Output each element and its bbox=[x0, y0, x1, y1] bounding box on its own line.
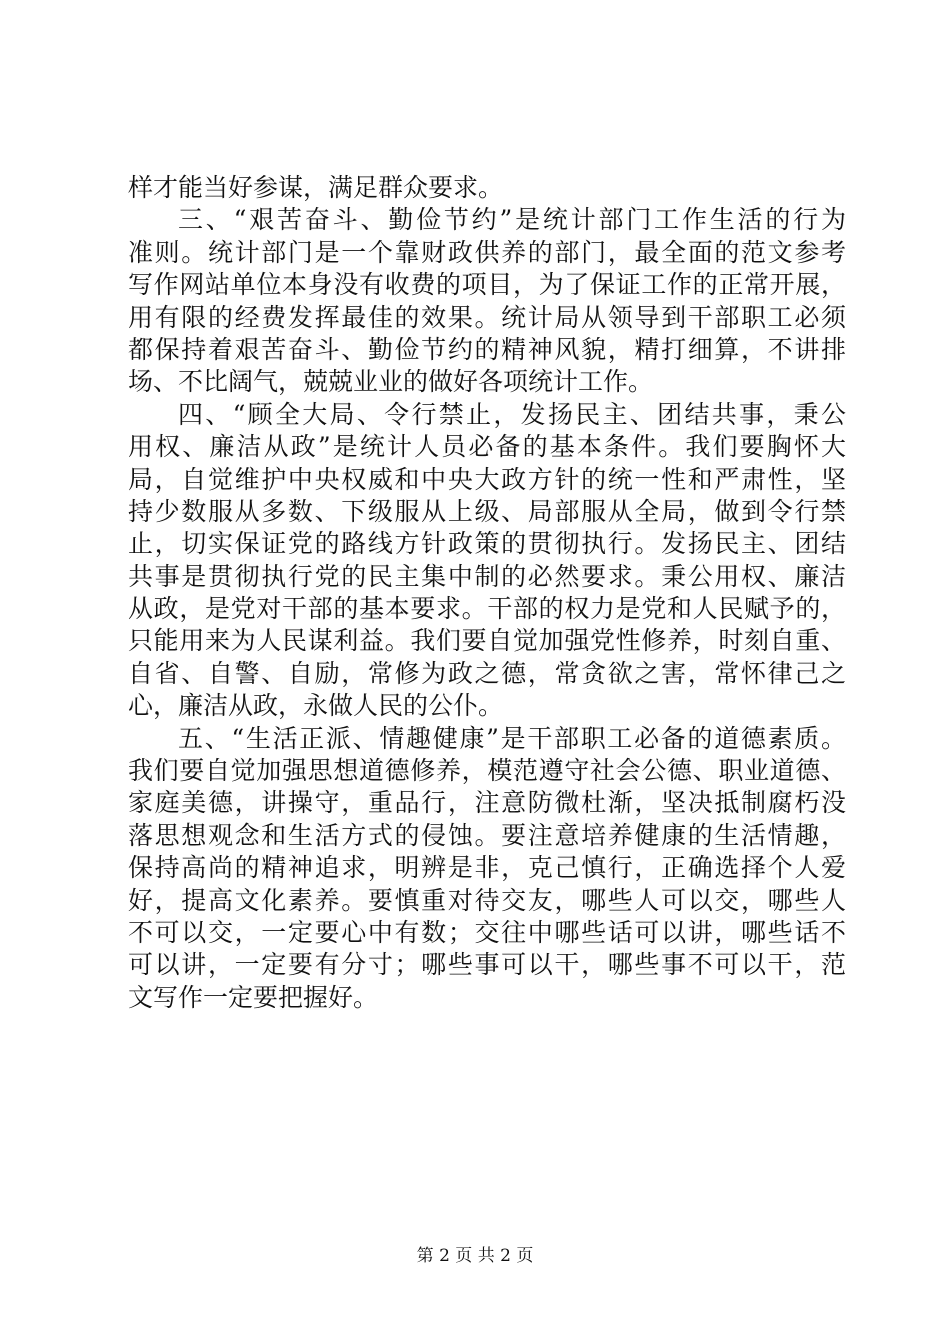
text-line: 样才能当好参谋，满足群众要求。 bbox=[128, 173, 504, 202]
text-line: 止，切实保证党的路线方针政策的贯彻执行。发扬民主、团结 bbox=[128, 529, 846, 559]
text-line: 局，自觉维护中央权威和中央大政方针的统一性和严肃性，坚 bbox=[128, 464, 846, 494]
text-line: 好，提高文化素养。要慎重对待交友，哪些人可以交，哪些人 bbox=[128, 885, 846, 915]
text-line: 只能用来为人民谋利益。我们要自觉加强党性修养，时刻自重、 bbox=[128, 626, 846, 656]
text-line: 共事是贯彻执行党的民主集中制的必然要求。秉公用权、廉洁 bbox=[128, 561, 846, 591]
page-number-footer: 第 2 页 共 2 页 bbox=[416, 1246, 534, 1266]
text-line: 用权、廉洁从政”是统计人员必备的基本条件。我们要胸怀大 bbox=[128, 432, 846, 462]
text-line: 家庭美德，讲操守，重品行，注意防微杜渐，坚决抵制腐朽没 bbox=[128, 788, 846, 818]
text-line: 文写作一定要把握好。 bbox=[128, 982, 379, 1012]
text-line: 用有限的经费发挥最佳的效果。统计局从领导到干部职工必须 bbox=[128, 302, 846, 332]
text-line: 都保持着艰苦奋斗、勤俭节约的精神风貌，精打细算，不讲排 bbox=[128, 334, 846, 364]
text-line: 场、不比阔气，兢兢业业的做好各项统计工作。 bbox=[128, 367, 654, 397]
text-line: 心，廉洁从政，永做人民的公仆。 bbox=[128, 691, 504, 721]
text-line: 持少数服从多数、下级服从上级、局部服从全局，做到令行禁 bbox=[128, 496, 846, 526]
paragraph-heading-line: 三、“艰苦奋斗、勤俭节约”是统计部门工作生活的行为 bbox=[178, 205, 846, 235]
text-line: 保持高尚的精神追求，明辨是非，克己慎行，正确选择个人爱 bbox=[128, 853, 846, 883]
text-line: 落思想观念和生活方式的侵蚀。要注意培养健康的生活情趣， bbox=[128, 820, 846, 850]
text-line: 准则。统计部门是一个靠财政供养的部门，最全面的范文参考 bbox=[128, 237, 846, 267]
text-line: 我们要自觉加强思想道德修养，模范遵守社会公德、职业道德、 bbox=[128, 756, 846, 786]
paragraph-heading-line: 五、“生活正派、情趣健康”是干部职工必备的道德素质。 bbox=[178, 723, 846, 753]
text-line: 写作网站单位本身没有收费的项目，为了保证工作的正常开展， bbox=[128, 270, 846, 300]
text-line: 自省、自警、自励，常修为政之德，常贪欲之害，常怀律己之 bbox=[128, 658, 846, 688]
text-line: 不可以交，一定要心中有数；交往中哪些话可以讲，哪些话不 bbox=[128, 917, 846, 947]
text-line: 可以讲，一定要有分寸；哪些事可以干，哪些事不可以干，范 bbox=[128, 950, 846, 980]
paragraph-heading-line: 四、“顾全大局、令行禁止，发扬民主、团结共事，秉公 bbox=[178, 399, 846, 429]
text-line: 从政，是党对干部的基本要求。干部的权力是党和人民赋予的， bbox=[128, 594, 846, 624]
document-body bbox=[128, 172, 846, 1014]
